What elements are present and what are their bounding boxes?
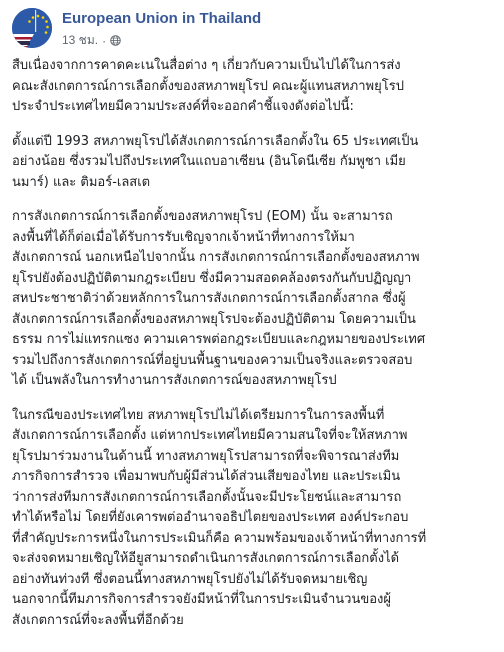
post-paragraph-history: ตั้งแต่ปี 1993 สหภาพยุโรปได้สังเกตการณ์การเลือกตั้งใน 65 ประเทศเป็น อย่างน้อย ซึ่งรวมไปถึงประเทศในแถบอาเซียน (อินโดนีเซีย กัมพูชา เมีย นมาร์) และ ติมอร์-เลสเต <box>12 133 419 190</box>
meta-separator: · <box>102 33 107 48</box>
post-paragraph-thailand: ในกรณีของประเทศไทย สหภาพยุโรปไม่ได้เตรียมการในการลงพื้นที่ สังเกตการณ์การเลือกตั้ง แต่หากประเทศไทยมีความสนใจที่จะให้สหภาพ ยุโรปมาร่วมงานในด้านนี้ ทางสหภาพยุโรปสามารถที่จะพิจารณาส่งทีม ภารกิจการสำรวจ เพื่อมาพบกับผู้มีส่วนได้ส่วนเสียของไทย และประเมิน ว่าการส่งทีมการสังเกตการณ์การเลือกตั้งนั้นจะมีประโยชน์และสามารถ ทำได้หรือไม่ โดยที่ยังเคารพต่ออำนาจอธิปไตยของประเทศ องค์ประกอบ ที่สำคัญประการหนึ่งในการประเมินก็คือ ความพร้อมของเจ้าหน้าที่ทางการที่ จะส่งจดหมายเชิญให้อียูสามารถดำเนินการสังเกตการณ์การเลือกตั้งได้ อย่างทันท่วงที ซึ่งตอนนี้ทางสหภาพยุโรปยังไม่ได้รับจดหมายเชิญ นอกจากนี้ทีมภารกิจการสำรวจยังมีหน้าที่ในการประเมินจำนวนของผู้ สังเกตการณ์ที่จะลงพื้นที่อีกด้วย <box>12 407 427 628</box>
post-meta <box>62 31 121 50</box>
eu-thai-flag-avatar-icon <box>12 8 52 48</box>
page-name-link[interactable]: European Union in Thailand <box>62 10 262 27</box>
globe-icon[interactable] <box>110 35 121 46</box>
page-avatar[interactable] <box>12 8 52 48</box>
post-paragraph-eom: การสังเกตการณ์การเลือกตั้งของสหภาพยุโรป (EOM) นั้น จะสามารถ ลงพื้นที่ได้ก็ต่อเมื่อได้รับการรับเชิญจากเจ้าหน้าที่ทางการให้มา สังเกตการณ์ นอกเหนือไปจากนั้น การสังเกตการณ์การเลือกตั้งของสหภาพ ยุโรปยังต้องปฏิบัติตามกฎระเบียบ ซึ่งมีความสอดคล้องตรงกันกับปฏิญญา สหประชาชาติว่าด้วยหลักการในการสังเกตการณ์การเลือกตั้งสากล ซึ่งผู้ สังเกตการณ์การเลือกตั้งของสหภาพยุโรปจะต้องปฏิบัติตาม โดยความเป็น ธรรม การไม่แทรกแซง ความเคารพต่อกฎระเบียบและกฎหมายของประเทศ รวมไปถึงการสังเกตการณ์ที่อยู่บนพื้นฐานของความเป็นจริงและตรวจสอบ ได้ เป็นพลังในการทำงานการสังเกตการณ์ของสหภาพยุโรป <box>12 209 426 388</box>
post-header <box>12 8 492 54</box>
post-body <box>12 56 494 631</box>
post-timestamp[interactable]: 13 ชม. <box>62 33 99 47</box>
post-paragraph-intro: สืบเนื่องจากการคาดคะเนในสื่อต่าง ๆ เกี่ยวกับความเป็นไปได้ในการส่ง คณะสังเกตการณ์การเลือกตั้งของสหภาพยุโรป คณะผู้แทนสหภาพยุโรป ประจำประเทศไทยมีความประสงค์ที่จะออกคำชี้แจงดังต่อไปนี้: <box>12 58 404 114</box>
